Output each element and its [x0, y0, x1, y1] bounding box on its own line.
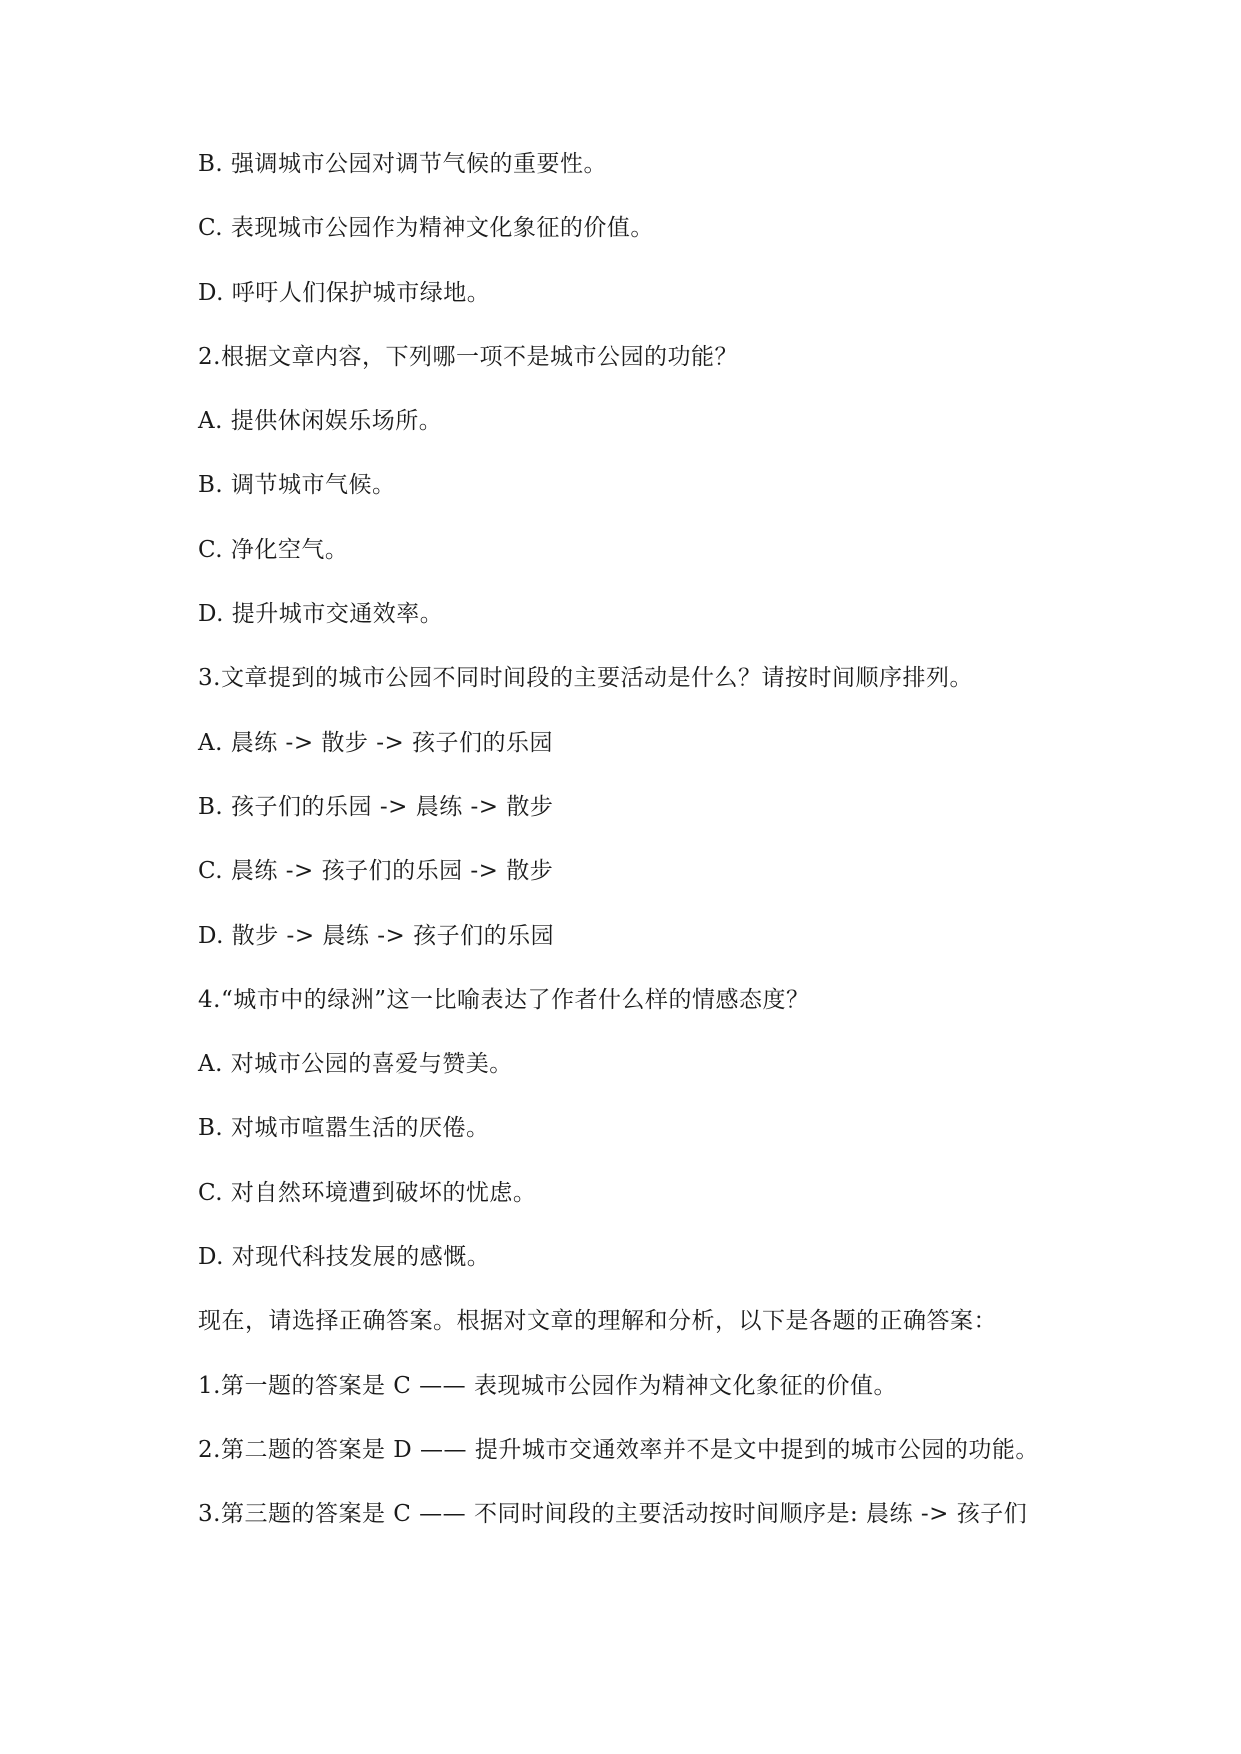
answer-line: 1.第一题的答案是 C —— 表现城市公园作为精神文化象征的价值。	[198, 1372, 897, 1399]
option-line: D. 呼吁人们保护城市绿地。	[198, 279, 491, 306]
option-line: C. 净化空气。	[198, 536, 349, 563]
option-line: D. 对现代科技发展的感慨。	[198, 1244, 491, 1271]
option-line: C. 晨练 -> 孩子们的乐园 -> 散步	[198, 858, 554, 885]
option-line: A. 对城市公园的喜爱与赞美。	[198, 1051, 513, 1078]
question-line: 4.“城市中的绿洲”这一比喻表达了作者什么样的情感态度？	[198, 986, 810, 1013]
option-line: D. 提升城市交通效率。	[198, 601, 444, 628]
option-line: B. 强调城市公园对调节气候的重要性。	[198, 151, 608, 177]
question-line: 2.根据文章内容，下列哪一项不是城市公园的功能？	[198, 343, 738, 370]
option-line: B. 调节城市气候。	[198, 472, 396, 499]
option-line: A. 晨练 -> 散步 -> 孩子们的乐园	[198, 729, 554, 756]
answer-line: 3.第三题的答案是 C —— 不同时间段的主要活动按时间顺序是: 晨练 -> 孩子们	[198, 1501, 1028, 1528]
answer-line: 2.第二题的答案是 D —— 提升城市交通效率并不是文中提到的城市公园的功能。	[198, 1436, 1039, 1463]
option-line: C. 对自然环境遭到破坏的忧虑。	[198, 1179, 537, 1206]
option-line: B. 对城市喧嚣生活的厌倦。	[198, 1115, 490, 1142]
document-page	[198, 148, 1128, 1563]
question-line: 3.文章提到的城市公园不同时间段的主要活动是什么？请按时间顺序排列。	[198, 665, 973, 692]
option-line: D. 散步 -> 晨练 -> 孩子们的乐园	[198, 922, 555, 949]
option-line: B. 孩子们的乐园 -> 晨练 -> 散步	[198, 793, 554, 820]
option-line: C. 表现城市公园作为精神文化象征的价值。	[198, 215, 654, 242]
option-line: A. 提供休闲娱乐场所。	[198, 408, 443, 435]
answer-intro-line: 现在，请选择正确答案。根据对文章的理解和分析，以下是各题的正确答案：	[198, 1308, 997, 1335]
